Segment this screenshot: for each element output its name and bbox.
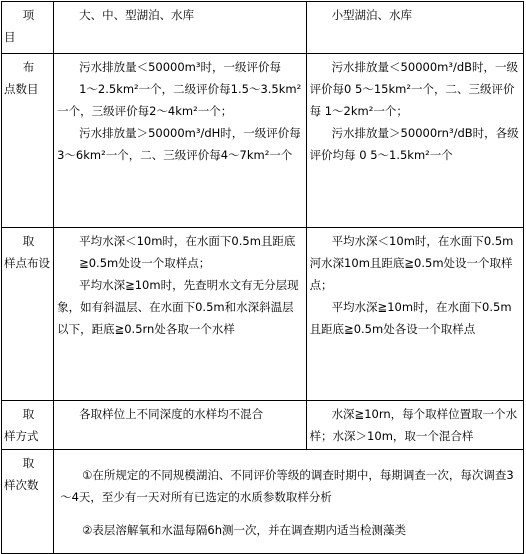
paragraph: 污水排放量＜50000m³/dB时，一级评价每0 5～15km²一个，二、三级评价每 1～2km²一个；	[309, 60, 519, 118]
row-label-line1: 布	[22, 60, 35, 74]
paragraph: 水深≧10rn，每个取样位置取一个水样；水深＞10m，取一个混合样	[309, 407, 518, 443]
merged-frequency-cell	[54, 450, 524, 554]
header-small-text: 小型湖泊、水库	[331, 8, 413, 22]
paragraph: ①在所规定的不同规模湖泊、不同评价等级的调查时期中，每期调查一次，每次调查3～4天，至少有一天对所有已选定的水质参数取样分析	[60, 467, 514, 504]
small-lakes-cell	[306, 401, 523, 450]
table-header-row	[2, 2, 524, 54]
row-label-line1: 取	[22, 407, 35, 421]
paragraph: ②表层溶解氧和水温每隔6h测一次，并在调查期内适当检测藻类	[82, 523, 407, 537]
header-small-lakes	[306, 2, 523, 54]
row-label-line1: 取	[22, 234, 35, 248]
paragraph: 污水排放量＞50000rn³/dB时，各级评价均每 0 5～1.5km²一个	[309, 126, 519, 162]
paragraph: 平均水深≧10m时，先查明水文有无分层现象，如有斜温层、在水面下0.5m和水深斜温层以下，距底≧0.5rn处各取一个水样	[57, 278, 299, 336]
lake-sampling-table	[1, 1, 524, 554]
header-large-lakes	[54, 2, 306, 54]
table-row-sampling-frequency	[2, 450, 524, 554]
large-lakes-cell	[54, 401, 306, 450]
row-label-cell	[2, 54, 54, 228]
paragraph: 污水排放量＜50000m³时，一级评价每	[79, 60, 281, 74]
row-label-cell	[2, 450, 54, 554]
row-label-line2: 样点布设	[4, 256, 50, 270]
row-label-line2: 点数目	[4, 82, 39, 96]
row-label-line1: 取	[22, 456, 35, 470]
large-lakes-cell	[54, 54, 306, 228]
row-label-line2: 样方式	[4, 429, 39, 443]
row-label-cell	[2, 228, 54, 401]
table-row-sampling-layout	[2, 228, 524, 401]
paragraph: 1～2.5km²一个，二级评价每1.5～3.5km²一个，三级评价每2～4km²一个；	[57, 82, 302, 118]
large-lakes-cell	[54, 228, 306, 401]
paragraph: 污水排放量＞50000m³/dH时，一级评价每3～6km²一个，二、三级评价每4～7km²一个	[57, 126, 301, 162]
header-item-cell	[2, 2, 54, 54]
row-label-cell	[2, 401, 54, 450]
paragraph: 平均水深＜10m时，在水面下0.5m且距底	[79, 234, 296, 248]
header-item-line2: 目	[4, 30, 16, 44]
row-label-line2: 样次数	[4, 478, 39, 492]
header-item-line1: 项	[22, 8, 35, 22]
table-row-sampling-method	[2, 401, 524, 450]
table-row-sampling-points	[2, 54, 524, 228]
header-large-text: 大、中、型湖泊、水库	[79, 8, 195, 22]
paragraph: 平均水深≧10m时，在水面下0.5m且距底≧0.5m处各设一个取样点	[309, 300, 512, 336]
small-lakes-cell	[306, 228, 523, 401]
paragraph: 平均水深＜10m时，在水面下0.5m河水深10m且距底≧0.5m处设一个取样点；	[309, 234, 514, 292]
paragraph: 各取样位上不同深度的水样均不混合	[79, 407, 264, 421]
paragraph: ≧0.5m处设一个取样点；	[79, 256, 211, 270]
small-lakes-cell	[306, 54, 523, 228]
